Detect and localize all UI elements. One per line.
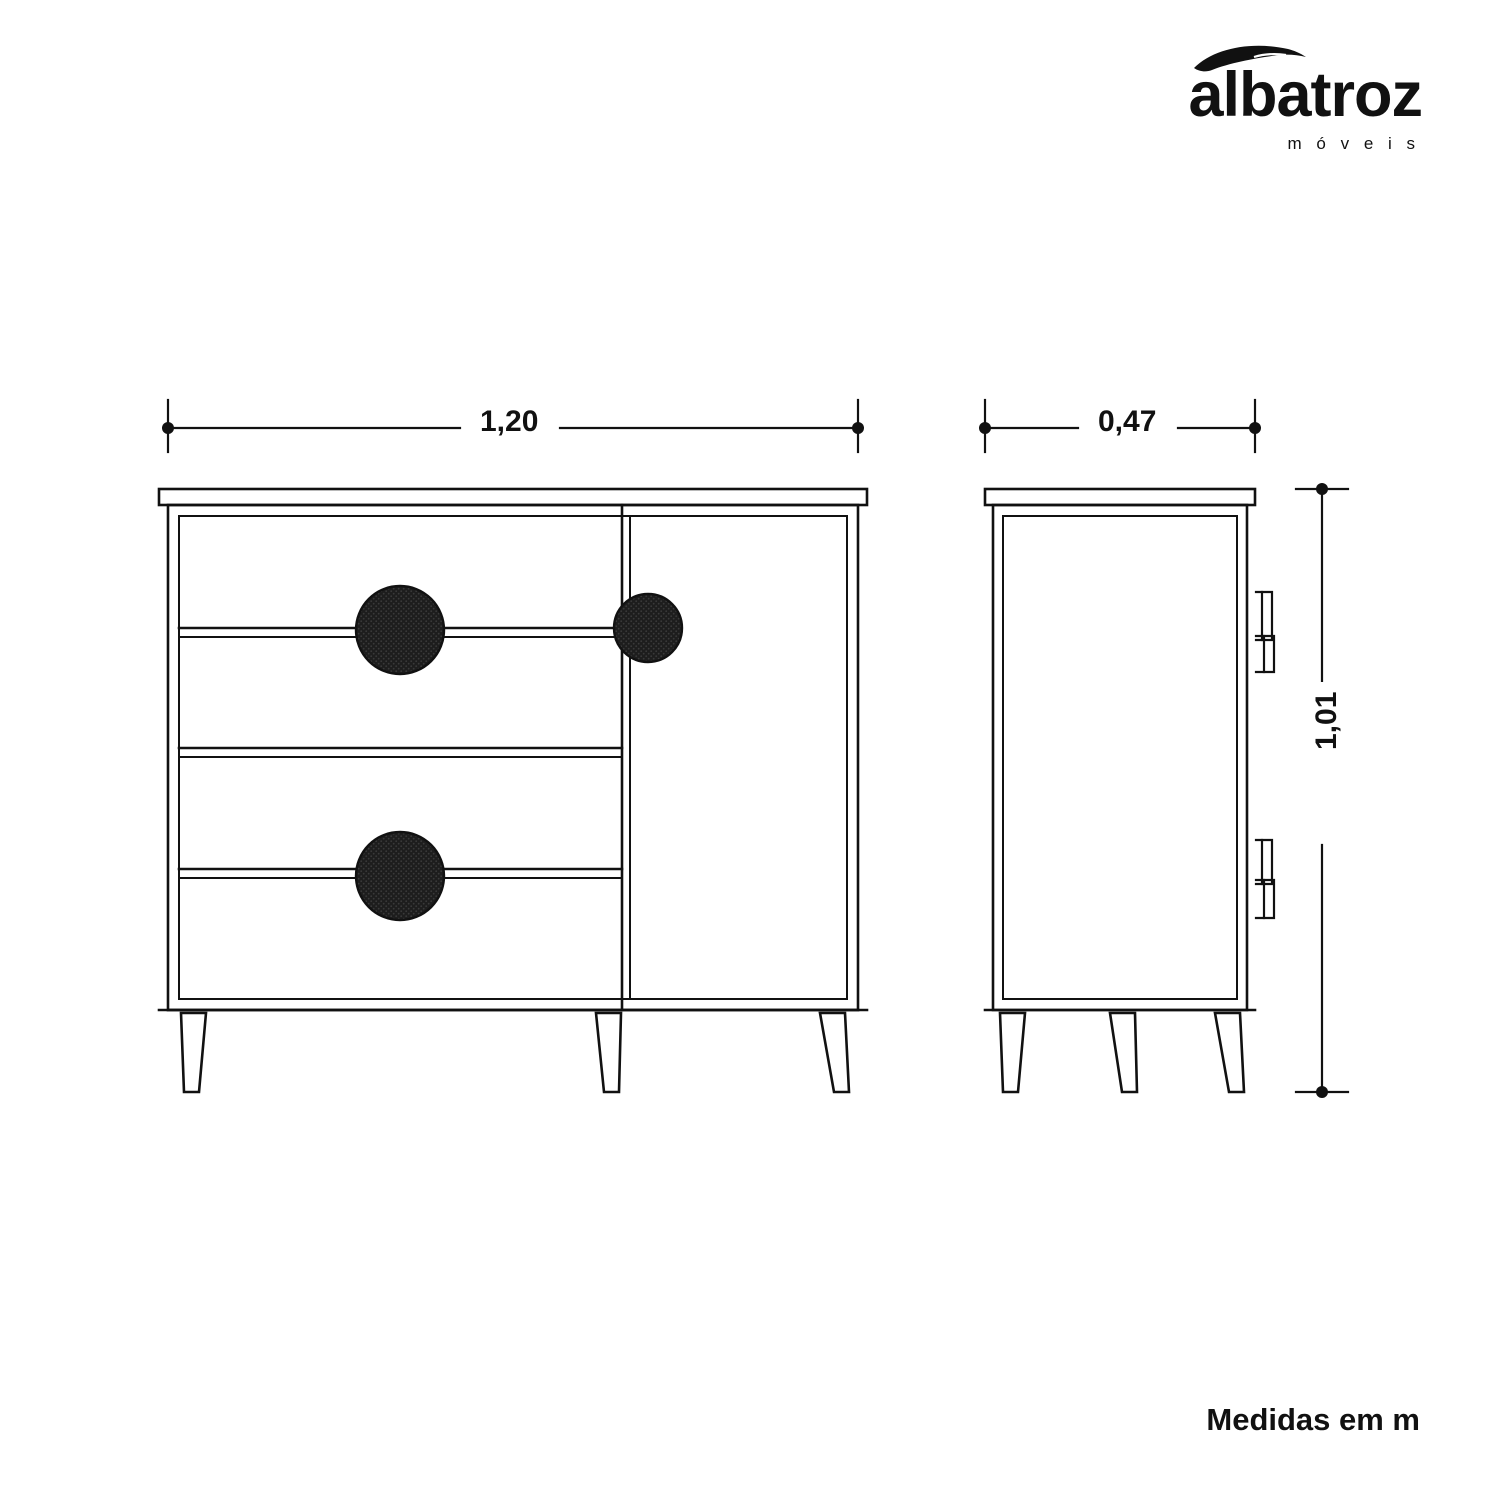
measurement-units-note: Medidas em m [1206, 1402, 1420, 1437]
dimension-height [1296, 483, 1348, 1098]
knob-icon [356, 586, 444, 674]
hinge-icon [1256, 592, 1274, 672]
dimension-height-label: 1,01 [1310, 682, 1344, 760]
dimension-depth-label: 0,47 [1088, 405, 1166, 439]
hinge-icon [1256, 840, 1274, 918]
knob-icon [614, 594, 682, 662]
dimension-width-label: 1,20 [470, 405, 548, 439]
brand-name: albatroz [1188, 60, 1422, 130]
knob-icon [356, 832, 444, 920]
brand-subtitle: m ó v e i s [1287, 134, 1420, 153]
